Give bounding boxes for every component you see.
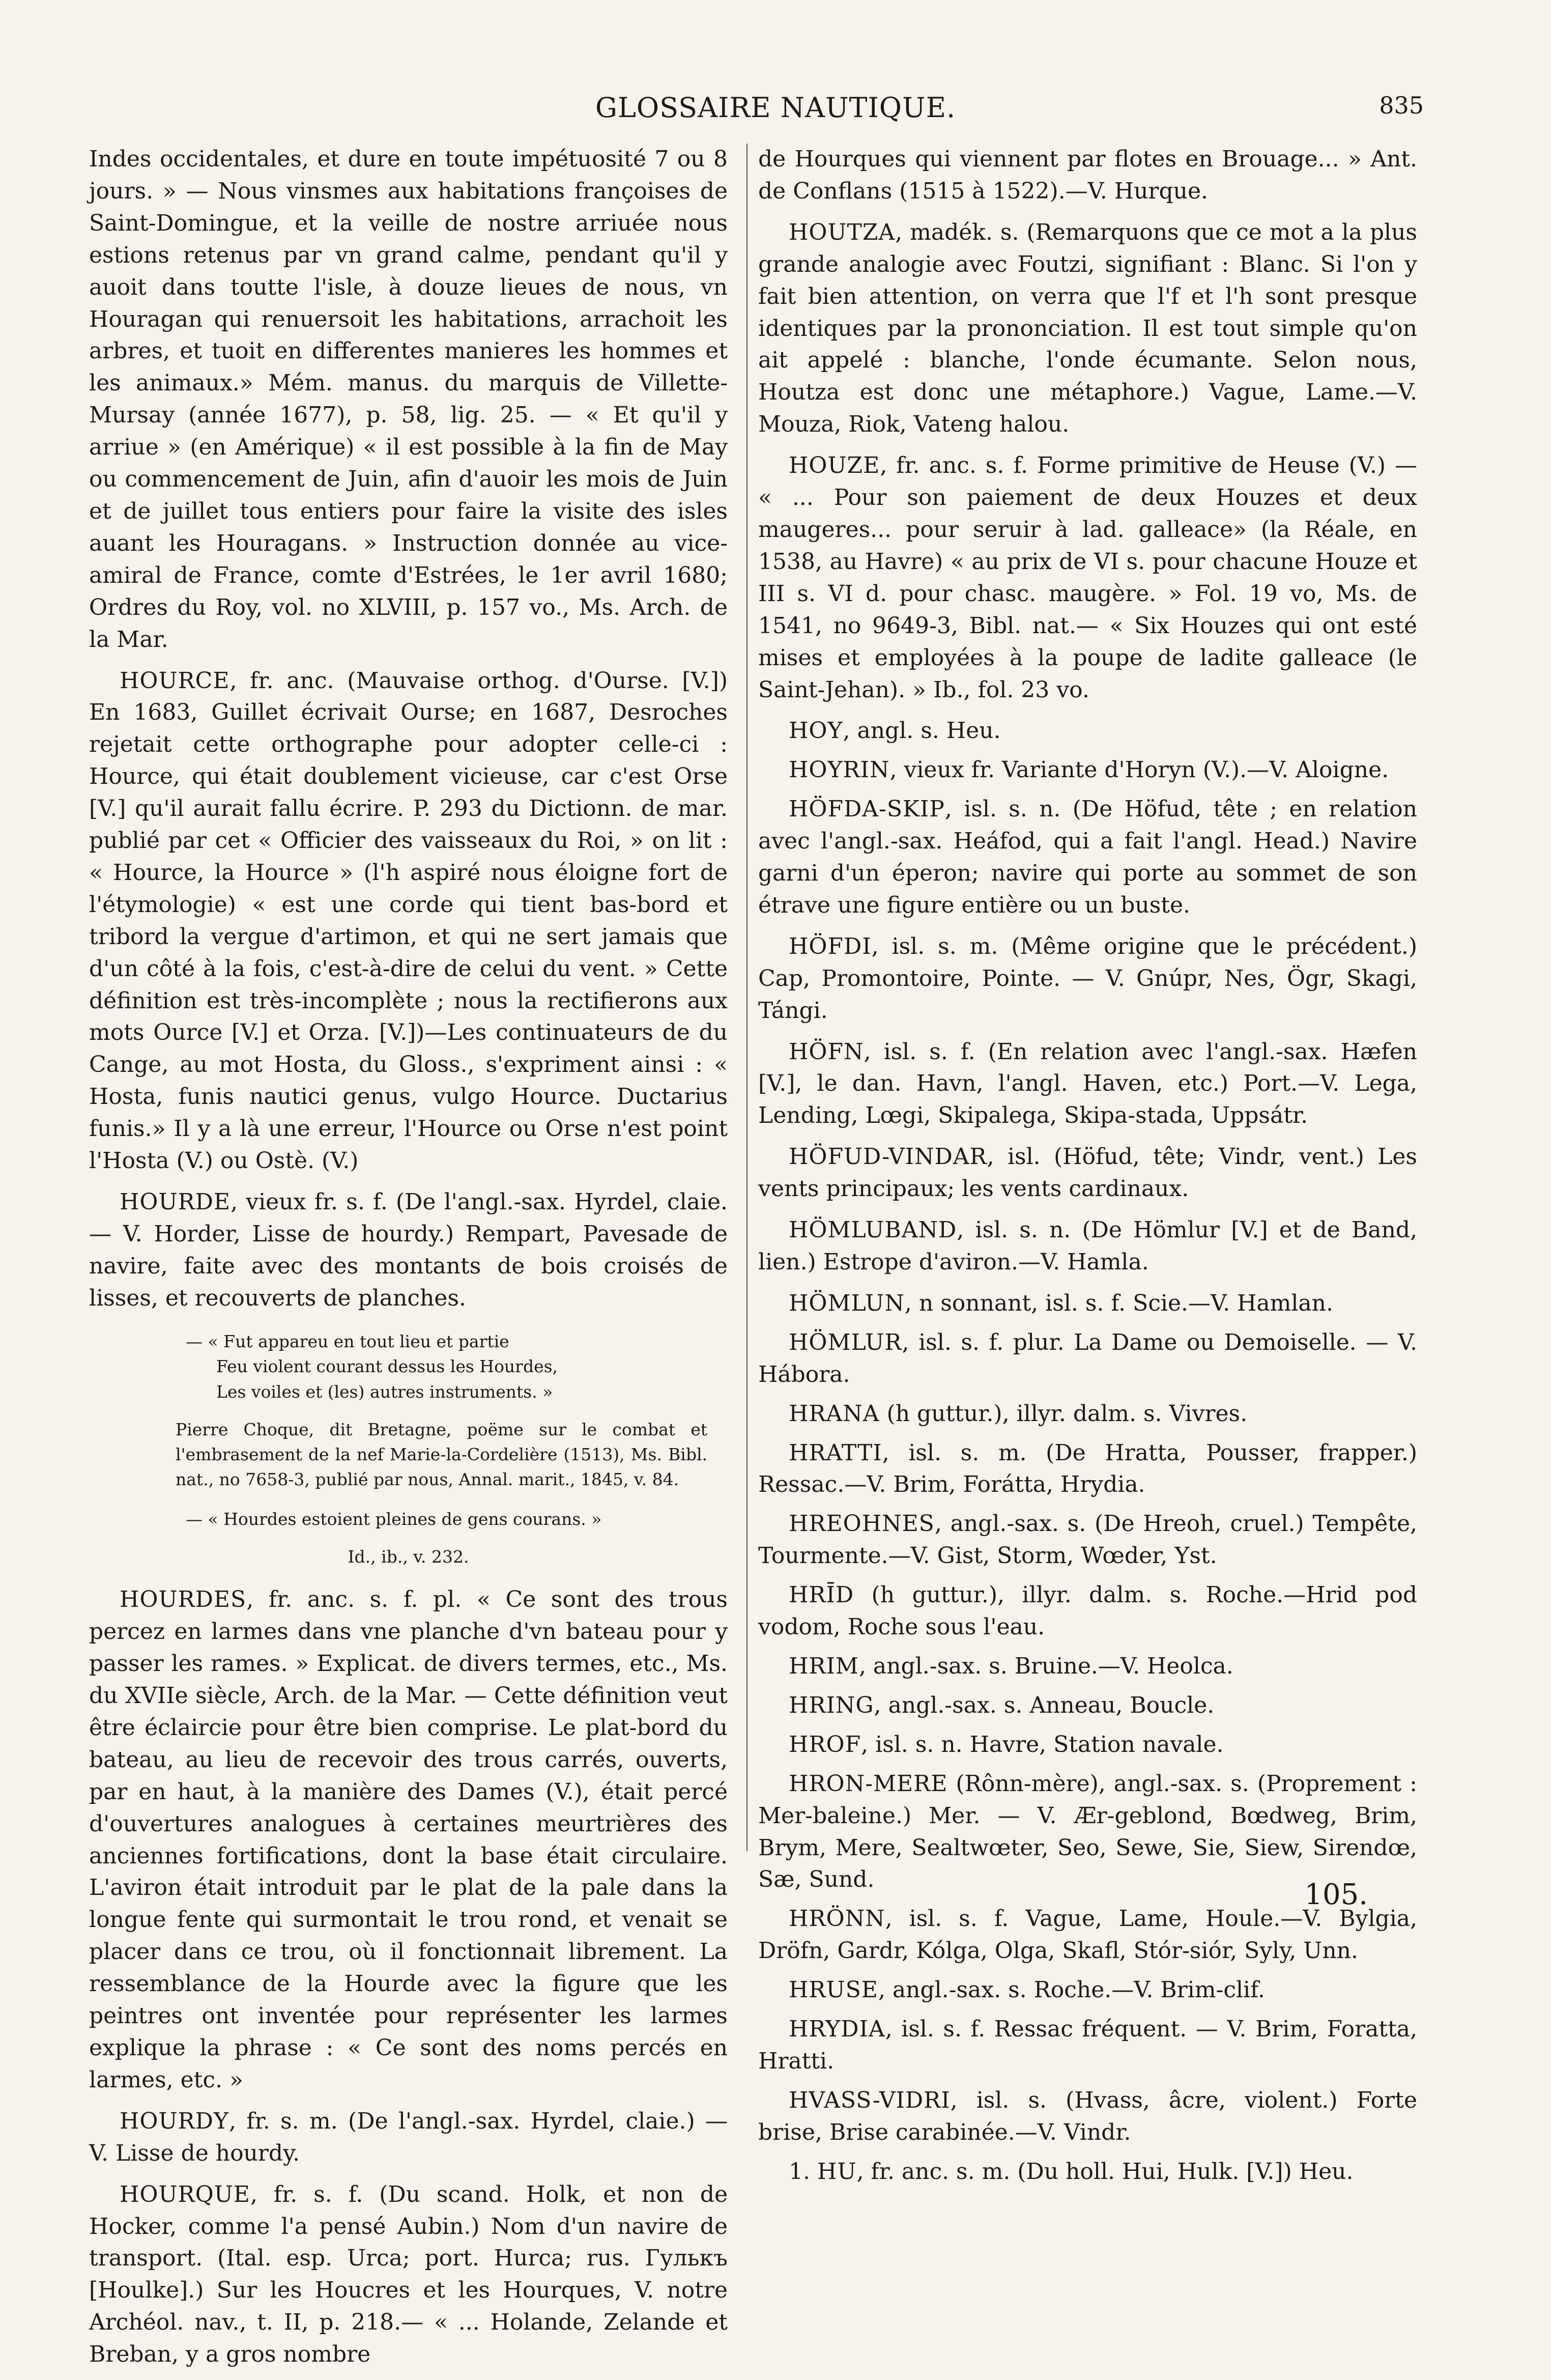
entry-text: , vieux fr. s. f. (De l'angl.-sax. Hyrdel, claie.— V. Horder, Lisse de hourdy.) Rempart, Pavesade de navire, faite avec des montants de bois croisés de lisses, et recouverts de planches. <box>89 1189 728 1311</box>
headword: HOURCE <box>120 667 230 694</box>
entry-text: , isl. s. f. Vague, Lame, Houle.—V. Bylgia, Dröfn, Gardr, Kólga, Olga, Skafl, Stór-siór, Syly, Unn. <box>758 1906 1417 1964</box>
entry-hofn <box>758 1036 1417 1132</box>
entry-hoy <box>758 715 1417 747</box>
entry-hourdy <box>89 2106 728 2170</box>
headword: HOY <box>789 718 843 744</box>
entry-homlun <box>758 1288 1417 1320</box>
entry-hrydia <box>758 2014 1417 2078</box>
entry-text: , isl. s. f. (En relation avec l'angl.-sax. Hæfen [V.], le dan. Havn, l'angl. Haven, etc.) Port.—V. Lega, Lending, Lœgi, Skipalega, Skipa-stada, Uppsátr. <box>758 1038 1417 1129</box>
headword: HÖMLUN <box>789 1290 905 1316</box>
entry-text: , fr. anc. (Mauvaise orthog. d'Ourse. [V.]) En 1683, Guillet écrivait Ourse; en 1687, Desroches rejetait cette orthographe pour adopter celle-ci : Hource, qui était doublement vicieuse, car c'est Orse [V.] qu'il aurait fallu écrire. P. 293 du Dictionn. de mar. publié par cet « Officier des vaisseaux du Roi, » on lit : « Hource, la Hource » (l'h aspiré nous éloigne fort de l'étymologie) « est une corde qui tient bas-bord et tribord la vergue d'artimon, et qui ne sert jamais que d'un côté à la fois, c'est-à-dire de celui du vent. » Cette définition est très-incomplète ; nous la rectifierons aux mots Ource [V.] et Orza. [V.])—Les continuateurs de du Cange, au mot Hosta, du Gloss., s'expriment ainsi : « Hosta, funis nautici genus, vulgo Hource. Ductarius funis.» Il y a là une erreur, l'Hource ou Orse n'est point l'Hosta (V.) ou Ostè. (V.) <box>89 667 728 1174</box>
headword: HVASS-VIDRI <box>789 2087 951 2113</box>
entry-text: , isl. s. n. (De Hömlur [V.] et de Band, lien.) Estrope d'aviron.—V. Hamla. <box>758 1217 1417 1275</box>
entry-hrana <box>758 1398 1417 1430</box>
headword: HRING <box>789 1692 874 1718</box>
headword: HRATTI <box>789 1439 882 1466</box>
entry-hofdi <box>758 931 1417 1027</box>
entry-hrof <box>758 1729 1417 1761</box>
headword: HOUTZA <box>789 219 896 245</box>
entry-text: (Rônn-mère), angl.-sax. s. (Proprement : Mer-baleine.) Mer. — V. Ær-geblond, Bœdweg, Brim, Brym, Mere, Sealtwœter, Seo, Sewe, Sie, Siew, Sirendœ, Sæ, Sund. <box>758 1770 1417 1893</box>
entry-hronn <box>758 1903 1417 1967</box>
entry-text: , isl. s. n. (De Höfud, tête ; en relation avec l'angl.-sax. Heáfod, qui a fait l'angl. Head.) Navire garni d'un éperon; navire qui porte au sommet de son étrave une figure entière ou un buste. <box>758 796 1417 918</box>
entry-houtza <box>758 217 1417 441</box>
verse-quotation <box>186 1507 634 1532</box>
entry-text: , angl.-sax. s. (De Hreoh, cruel.) Tempête, Tourmente.—V. Gist, Storm, Wœder, Yst. <box>758 1511 1417 1569</box>
headword: HOURDES <box>120 1586 247 1613</box>
entry-text: , fr. anc. s. f. pl. « Ce sont des trous percez en larmes dans vne planche d'vn bateau pour y passer les rames. » Explicat. de divers termes, etc., Ms. du XVIIe siècle, Arch. de la Mar. — Cette définition veut être éclaircie pour être bien comprise. Le plat-bord du bateau, au lieu de recevoir des trous carrés, ouverts, par en haut, à la manière des Dames (V.), était percé d'ouvertures analogues à certaines meurtrières des anciennes fortifications, dont la base était circulaire. L'aviron était introduit par le plat de la pale dans la longue fente qui surmontait le trou rond, et venait se placer dans ce trou, où il fonctionnait librement. La ressemblance de la Hourde avec la figure que les peintres ont inventée pour représenter les larmes explique la phrase : « Ce sont des noms percés en larmes, etc. » <box>89 1586 728 2093</box>
running-title: GLOSSAIRE NAUTIQUE. <box>595 92 956 124</box>
headword: HÖMLUBAND <box>789 1217 957 1243</box>
verse-line: — « Hourdes estoient pleines de gens courans. » <box>186 1509 602 1529</box>
headword: HROF <box>789 1731 861 1758</box>
entry-text: , angl.-sax. s. Bruine.—V. Heolca. <box>858 1653 1233 1679</box>
entry-hourde <box>89 1186 728 1315</box>
entry-homluband <box>758 1214 1417 1279</box>
headword: HREOHNES <box>789 1511 935 1537</box>
entry-text: , isl. s. (Hvass, âcre, violent.) Forte brise, Brise carabinée.—V. Vindr. <box>758 2087 1417 2145</box>
continuation-paragraph: de Hourques qui viennent par flotes en Brouage... » Ant. de Conflans (1515 à 1522).—V. Hurque. <box>758 146 1417 204</box>
headword: HÖFDA-SKIP <box>789 796 945 823</box>
quotation-attribution: Pierre Choque, dit Bretagne, poëme sur le combat et l'embrasement de la nef Marie-la-Cordelière (1513), Ms. Bibl. nat., no 7658-3, publié par nous, Annal. marit., 1845, v. 84. <box>176 1420 707 1489</box>
entry-text: , fr. s. m. (De l'angl.-sax. Hyrdel, claie.) — V. Lisse de hourdy. <box>89 2108 728 2166</box>
headword: HU <box>817 2158 857 2185</box>
entry-hron-mere <box>758 1768 1417 1896</box>
left-column <box>89 144 728 2380</box>
entry-hvass-vidri <box>758 2085 1417 2149</box>
entry-text: (h guttur.), illyr. dalm. s. Roche.—Hrid pod vodom, Roche sous l'eau. <box>758 1582 1417 1640</box>
entry-text: , n sonnant, isl. s. f. Scie.—V. Hamlan. <box>904 1290 1333 1316</box>
headword: HOYRIN <box>789 757 890 783</box>
headword: HÖFN <box>789 1038 864 1065</box>
entry-hrim <box>758 1651 1417 1683</box>
entry-hu <box>758 2156 1417 2188</box>
entry-text: , isl. s. f. Ressac fréquent. — V. Brim, Foratta, Hratti. <box>758 2016 1417 2074</box>
headword: HOURQUE <box>120 2181 250 2207</box>
entry-hource <box>89 665 728 1178</box>
headword: HRIM <box>789 1653 859 1679</box>
verse-line: — « Fut appareu en tout lieu et partie <box>186 1331 509 1351</box>
headword: HRUSE <box>789 1977 878 2003</box>
entry-text: , isl. s. n. Havre, Station navale. <box>861 1731 1224 1758</box>
headword: HOUZE <box>789 452 880 479</box>
entry-text: , fr. anc. s. f. Forme primitive de Heuse (V.) — « ... Pour son paiement de deux Houzes et deux maugeres... pour seruir à lad. galleace» (la Réale, en 1538, au Havre) « au prix de VI s. pour chacune Houze et III s. VI d. pour chasc. maugère. » Fol. 19 vo, Ms. de 1541, no 9649-3, Bibl. nat.— « Six Houzes qui ont esté mises et employées à la poupe de ladite galleace (le Saint-Jehan). » Ib., fol. 23 vo. <box>758 452 1417 703</box>
entry-houze <box>758 450 1417 706</box>
entry-text: , madék. s. (Remarquons que ce mot a la plus grande analogie avec Foutzi, signifiant : Blanc. Si l'on y fait bien attention, on verra que l'f et l'h sont presque identiques par la prononciation. Il est tout simple qu'on ait appelé : blanche, l'onde écumante. Selon nous, Houtza est donc une métaphore.) Vague, Lame.—V. Mouza, Riok, Vateng halou. <box>758 219 1417 438</box>
headword: HÖFDI <box>789 933 872 959</box>
entry-hruse <box>758 1974 1417 2006</box>
headword: HOURDE <box>120 1189 231 1215</box>
entry-text: (h guttur.), illyr. dalm. s. Vivres. <box>879 1400 1248 1427</box>
page-number: 835 <box>1379 92 1424 119</box>
verse-line: Feu violent courant dessus les Hourdes, <box>216 1356 558 1377</box>
entry-text: , angl. s. Heu. <box>843 718 1001 744</box>
entry-hourdes <box>89 1584 728 2096</box>
entry-text: , fr. s. f. (Du scand. Holk, et non de Hocker, comme l'a pensé Aubin.) Nom d'un navire de transport. (Ital. esp. Urca; port. Hurca; rus. Гулькъ [Houlke].) Sur les Houcres et les Hourques, V. notre Archéol. nav., t. II, p. 218.— « ... Holande, Zelande et Breban, y a gros nombre <box>89 2181 728 2368</box>
entry-hring <box>758 1690 1417 1722</box>
headword: HÖMLUR <box>789 1329 902 1355</box>
entry-text: , vieux fr. Variante d'Horyn (V.).—V. Aloigne. <box>889 757 1389 783</box>
entry-hrid <box>758 1579 1417 1644</box>
entry-hofud-vindar <box>758 1141 1417 1205</box>
headword: HRÖNN <box>789 1906 885 1932</box>
entry-text: , isl. s. m. (Même origine que le précédent.) Cap, Promontoire, Pointe. — V. Gnúpr, Nes, Ögr, Skagi, Tángi. <box>758 933 1417 1024</box>
headword: HOURDY <box>120 2108 229 2134</box>
verse-quotation <box>186 1329 634 1405</box>
entry-text: , isl. s. m. (De Hratta, Pousser, frapper.) Ressac.—V. Brim, Forátta, Hrydia. <box>758 1439 1417 1498</box>
entry-text: , angl.-sax. s. Anneau, Boucle. <box>874 1692 1215 1718</box>
entry-hofda-skip <box>758 794 1417 922</box>
entry-hourque <box>89 2179 728 2371</box>
headword: HÖFUD-VINDAR <box>789 1144 987 1170</box>
headword: HRĪD <box>789 1582 854 1608</box>
entry-text: , fr. anc. s. m. (Du holl. Hui, Hulk. [V.]) Heu. <box>856 2158 1354 2185</box>
quotation-attribution: Id., ib., v. 232. <box>348 1547 469 1567</box>
entry-hreohnes <box>758 1508 1417 1572</box>
headword: HRANA <box>789 1400 880 1427</box>
entry-hratti <box>758 1437 1417 1501</box>
entry-text: , isl. s. f. plur. La Dame ou Demoiselle. — V. Hábora. <box>758 1329 1417 1387</box>
continuation-paragraph: Indes occidentales, et dure en toute impétuosité 7 ou 8 jours. » — Nous vinsmes aux habitations françoises de Saint-Domingue, et la veille de nostre arriuée nous estions retenus par vn grand calme, pendant qu'il y auoit dans toutte l'isle, à douze lieues de nous, vn Houragan qui renuersoit les habitations, arrachoit les arbres, et tuoit en differentes manieres les hommes et les animaux.» Mém. manus. du marquis de Villette-Mursay (année 1677), p. 58, lig. 25. — « Et qu'il y arriue » (en Amérique) « il est possible à la fin de May ou commencement de Juin, afin d'auoir les mois de Juin et de juillet tous entiers pour faire la visite des isles auant les Houragans. » Instruction donnée au vice-amiral de France, comte d'Estrées, le 1er avril 1680; Ordres du Roy, vol. no XLVIII, p. 157 vo., Ms. Arch. de la Mar. <box>89 146 728 653</box>
headword: HRYDIA <box>789 2016 885 2043</box>
entry-homlur <box>758 1327 1417 1391</box>
headword: HRON-MERE <box>789 1770 948 1797</box>
verse-line: Les voiles et (les) autres instruments. » <box>216 1381 553 1402</box>
entry-text: , angl.-sax. s. Roche.—V. Brim-clif. <box>878 1977 1265 2003</box>
signature-mark: 105. <box>1304 1878 1368 1911</box>
column-rule <box>746 144 748 1851</box>
entry-number: 1. <box>789 2158 810 2185</box>
entry-hoyrin <box>758 754 1417 786</box>
entry-text: , isl. (Höfud, tête; Vindr, vent.) Les vents principaux; les vents cardinaux. <box>758 1144 1417 1202</box>
